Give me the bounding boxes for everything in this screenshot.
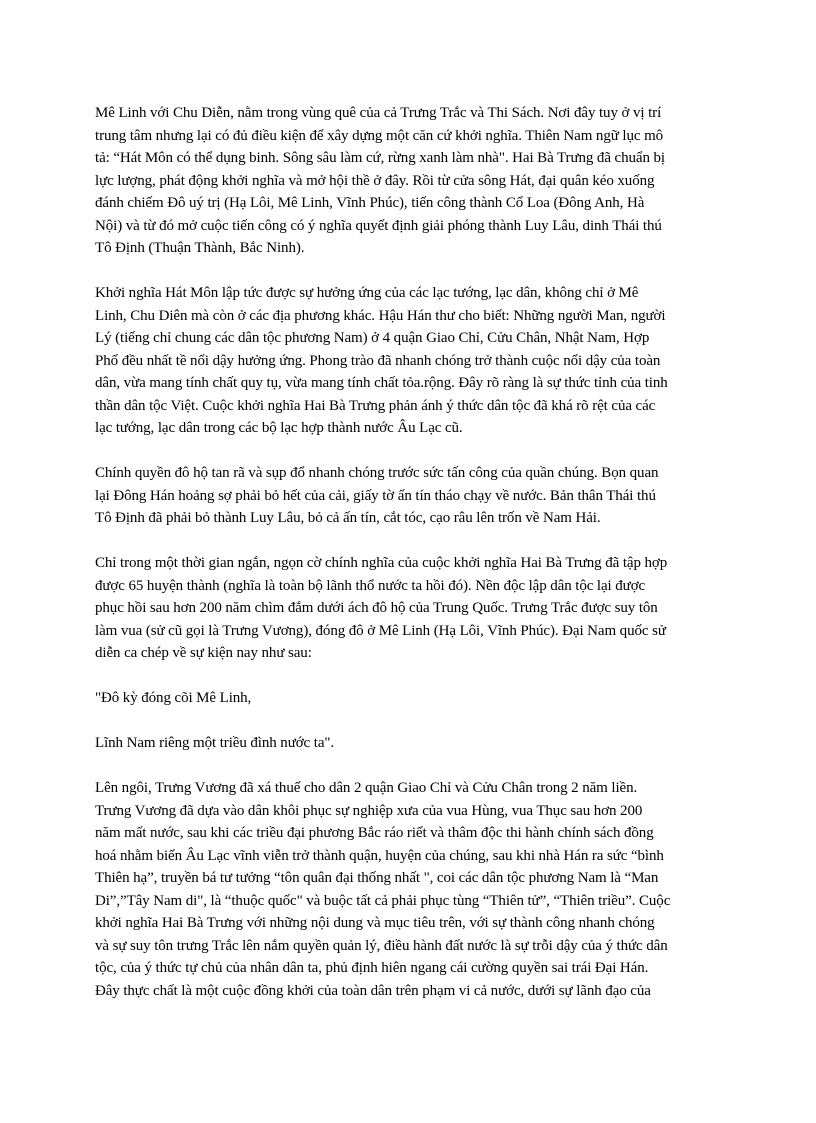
text-line: Trưng Vương đã dựa vào dân khôi phục sự nghiệp xưa của vua Hùng, vua Thục sau hơn 200 <box>95 802 643 819</box>
paragraph <box>95 282 725 440</box>
paragraph <box>95 777 725 1002</box>
paragraph <box>95 732 725 755</box>
text-line: đánh chiếm Đô uý trị (Hạ Lôi, Mê Linh, Vĩnh Phúc), tiến công thành Cổ Loa (Đông Anh, Hà <box>95 195 645 211</box>
document-body <box>95 102 725 1025</box>
text-line: "Đô kỳ đóng cõi Mê Linh, <box>95 690 252 706</box>
text-line: lực lượng, phát động khởi nghĩa và mở hội thề ở đây. Rồi từ cửa sông Hát, đại quân kéo xuống <box>95 172 655 189</box>
text-line: Khởi nghĩa Hát Môn lập tức được sự hưởng ứng của các lạc tướng, lạc dân, không chỉ ở Mê <box>95 285 639 301</box>
text-line: Thiên hạ”, truyền bá tư tưởng “tôn quân đại thống nhất ", coi các dân tộc phương Nam là “Man <box>95 870 659 886</box>
paragraph <box>95 462 725 530</box>
text-line: tả: “Hát Môn có thể dụng binh. Sông sâu làm cứ, rừng xanh làm nhà". Hai Bà Trưng đã chuẩn bị <box>95 150 665 166</box>
text-line: Lên ngôi, Trưng Vương đã xá thuế cho dân 2 quận Giao Chỉ và Cửu Chân trong 2 năm liền. <box>95 780 638 796</box>
text-line: phục hồi sau hơn 200 năm chìm đắm dưới ách đô hộ của Trung Quốc. Trưng Trắc được suy tôn <box>95 600 658 616</box>
text-line: và sự suy tôn trưng Trắc lên nắm quyền quản lý, điều hành đất nước là sự trỗi dậy của ý thức dân <box>95 937 668 954</box>
text-line: trung tâm nhưng lại có đủ điều kiện để xây dựng một căn cứ khởi nghĩa. Thiên Nam ngữ lục mô <box>95 127 664 144</box>
text-line: được 65 huyện thành (nghĩa là toàn bộ lãnh thổ nước ta hồi đó). Nền độc lập dân tộc lại được <box>95 577 646 594</box>
text-line: Lĩnh Nam riêng một triều đình nước ta". <box>95 735 335 751</box>
paragraph <box>95 687 725 710</box>
text-line: Tô Định đã phải bỏ thành Luy Lâu, bỏ cả ấn tín, cắt tóc, cạo râu lên trốn về Nam Hải. <box>95 510 601 526</box>
text-line: tộc, của ý thức tự chủ của nhân dân ta, phủ định hiên ngang cái cường quyền sai trái Đại Hán. <box>95 960 649 976</box>
text-line: lại Đông Hán hoảng sợ phải bỏ hết của cải, giấy tờ ấn tín tháo chạy về nước. Bản thân Thái thú <box>95 487 656 504</box>
text-line: Phố đều nhất tề nổi dậy hưởng ứng. Phong trào đã nhanh chóng trở thành cuộc nổi dậy của toàn <box>95 352 661 369</box>
text-line: lạc tướng, lạc dân trong các bộ lạc hợp thành nước Âu Lạc cũ. <box>95 420 463 436</box>
text-line: Linh, Chu Diên mà còn ở các địa phương khác. Hậu Hán thư cho biết: Những người Man, người <box>95 307 666 324</box>
paragraph <box>95 102 725 260</box>
text-line: Lý (tiếng chỉ chung các dân tộc phương Nam) ở 4 quận Giao Chỉ, Cửu Chân, Nhật Nam, Hợp <box>95 330 650 346</box>
text-line: khởi nghĩa Hai Bà Trưng với những nội dung và mục tiêu trên, với sự thành công nhanh chóng <box>95 915 655 931</box>
paragraph <box>95 552 725 665</box>
text-line: hoá nhằm biến Âu Lạc vĩnh viễn trở thành quận, huyện của chúng, sau khi nhà Hán ra sức “bình <box>95 847 664 864</box>
text-line: Nội) và từ đó mở cuộc tiến công có ý nghĩa quyết định giải phóng thành Luy Lâu, dinh Thái thú <box>95 217 662 234</box>
text-line: năm mất nước, sau khi các triều đại phương Bắc ráo riết và thâm độc thi hành chính sách đồng <box>95 825 654 841</box>
text-line: Chính quyền đô hộ tan rã và sụp đổ nhanh chóng trước sức tấn công của quần chúng. Bọn quan <box>95 465 659 481</box>
text-line: Chỉ trong một thời gian ngắn, ngọn cờ chính nghĩa của cuộc khởi nghĩa Hai Bà Trưng đã tập hợp <box>95 555 668 571</box>
text-line: diễn ca chép về sự kiện nay như sau: <box>95 645 312 661</box>
text-line: Mê Linh với Chu Diễn, nằm trong vùng quê của cả Trưng Trắc và Thi Sách. Nơi đây tuy ở vị trí <box>95 105 662 121</box>
text-line: dân, vừa mang tính chất quy tụ, vừa mang tính chất tỏa.rộng. Đây rõ ràng là sự thức tỉnh của tinh <box>95 375 668 391</box>
text-line: thần dân tộc Việt. Cuộc khởi nghĩa Hai Bà Trưng phản ánh ý thức dân tộc đã khá rõ rệt của các <box>95 397 656 414</box>
text-line: Tô Định (Thuận Thành, Bắc Ninh). <box>95 240 305 256</box>
text-line: Di”,”Tây Nam di", là “thuộc quốc" và buộc tất cả phải phục tùng “Thiên tử”, “Thiên triều”. Cuộc <box>95 892 671 909</box>
text-line: Đây thực chất là một cuộc đồng khởi của toàn dân trên phạm vi cả nước, dưới sự lãnh đạo của <box>95 982 651 999</box>
text-line: làm vua (sử cũ gọi là Trưng Vương), đóng đô ở Mê Linh (Hạ Lôi, Vĩnh Phúc). Đại Nam quốc sử <box>95 622 666 639</box>
